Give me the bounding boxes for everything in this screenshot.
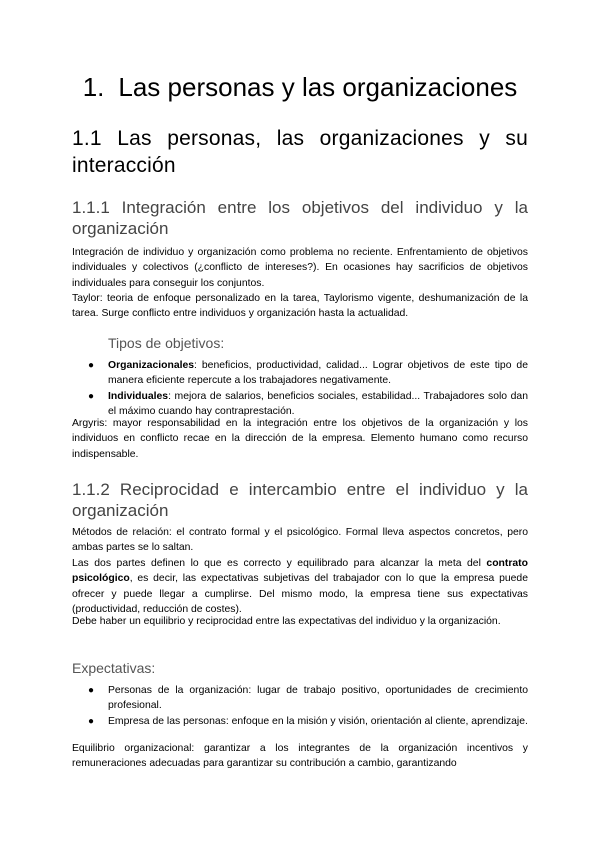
list-item-text: Personas de la organización: lugar de trabajo positivo, oportunidades de crecimiento profesional. [108,685,528,712]
paragraph-metodos: Métodos de relación: el contrato formal y el psicológico. Formal lleva aspectos concretos, pero ambas partes se lo saltan. [72,527,528,554]
chapter-title [72,70,528,104]
list-item-text: : mejora de salarios, beneficios sociales, estabilidad... Trabajadores solo dan el máximo cuando hay contraprestación. [108,390,528,418]
bullet-icon: ● [88,390,95,402]
paragraph-equilibrio: Debe haber un equilibrio y reciprocidad entre las expectativas del individuo y la organización. [72,616,501,627]
list-item [72,683,528,714]
list-item-bold: Organizacionales [108,360,195,371]
subsection-title-1-1-2: 1.1.2 Reciprocidad e intercambio entre el individuo y la organización [72,480,528,520]
subheading-tipos-objetivos: Tipos de objetivos: [108,335,225,351]
paragraph-taylor: Taylor: teoria de enfoque personalizado en la tarea, Taylorismo vigente, deshumanización de la tarea. Surge conflicto entre individuos y organización hasta la actualidad. [72,293,528,320]
bullet-icon: ● [88,715,95,727]
list-item-bold: Individuales [108,390,169,402]
list-item [72,358,528,389]
paragraph-integracion: Integración de individuo y organización como problema no reciente. Enfrentamiento de objetivos individuales y colectivos (¿conflicto de intereses?). En ocasiones hay sacrificios de objetivos individuales para conseguir los conjuntos. [72,247,528,289]
list-item [72,389,528,420]
subsection-title-1-1-1: 1.1.1 Integración entre los objetivos del individuo y la organización [72,198,528,238]
chapter-number: 1. [82,72,105,102]
paragraph-contrato [72,556,528,618]
bullet-icon: ● [88,685,95,696]
paragraph-equilibrio-organizacional: Equilibrio organizacional: garantizar a los integrantes de la organización incentivos y remuneraciones adecuadas para garantizar su contribución a cambio, garantizando [72,743,528,770]
section-title: 1.1 Las personas, las organizaciones y su interacción [72,127,528,177]
objective-types-list [72,358,528,420]
paragraph-contrato-text-b: , es decir, las expectativas subjetivas del trabajador con lo que la empresa puede ofrecer y puede llegar a cumplirse. Del mismo modo, la empresa tiene sus expectativas (productividad, reducción de costes). [72,573,528,616]
list-item-text: Empresa de las personas: enfoque en la misión y visión, orientación al cliente, aprendizaje. [108,715,528,727]
expectations-list [72,683,528,729]
paragraph-contrato-bold: contrato psicológico [72,558,528,585]
subheading-expectativas: Expectativas: [72,660,156,676]
list-item [72,714,528,729]
chapter-title-text: Las personas y las organizaciones [118,72,518,102]
list-item-text: : beneficios, productividad, calidad... Lograr objetivos de este tipo de manera eficiente repercute a los trabajadores negativamente. [108,360,528,387]
paragraph-contrato-text-a: Las dos partes definen lo que es correcto y equilibrado para alcanzar la meta del [72,558,487,569]
paragraph-argyris: Argyris: mayor responsabilidad en la integración entre los objetivos de la organización y los individuos en conflicto recae en la dirección de la empresa. Elemento humano como recurso indispensable. [72,418,528,460]
bullet-icon: ● [88,360,95,371]
